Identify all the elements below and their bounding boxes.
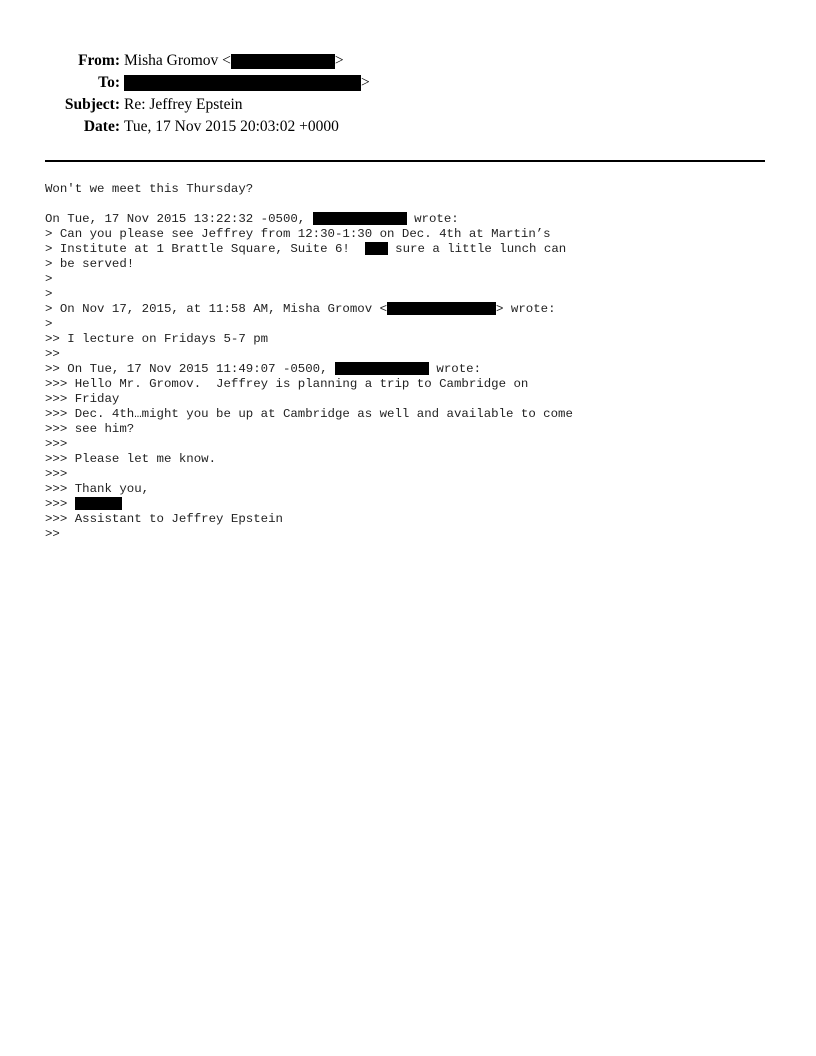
from-name: Misha Gromov < [124,52,231,69]
subject-row [0,96,816,118]
body-line: Won't we meet this Thursday? [45,182,254,196]
body-line: >>> Assistant to Jeffrey Epstein [45,512,283,526]
body-line: >>> [45,467,68,481]
redaction-box [387,302,496,315]
blank-line [45,197,785,212]
body-line: >>> Thank you, [45,482,150,496]
body-text: >> On Tue, 17 Nov 2015 11:49:07 -0500, [45,362,335,376]
from-value [124,52,344,70]
body-text: wrote: [429,362,482,376]
body-line: >>> Hello Mr. Gromov. Jeffrey is planning a trip to Cambridge on [45,377,529,391]
body-text: >>> [45,497,75,511]
body-text: > wrote: [496,302,556,316]
body-line: > Can you please see Jeffrey from 12:30-1:30 on Dec. 4th at Martin’s [45,227,551,241]
body-line: > [45,287,53,301]
body-line: > [45,317,53,331]
from-row [0,52,816,74]
date-row [0,118,816,140]
to-value [124,74,370,92]
redaction-box [335,362,429,375]
body-line: >> I lecture on Fridays 5-7 pm [45,332,269,346]
body-line [45,302,785,317]
redaction-box [231,54,335,69]
body-line [45,242,785,257]
redaction-box [124,75,361,91]
subject-value: Re: Jeffrey Epstein [124,96,243,113]
body-line [45,497,785,512]
subject-label: Subject: [64,96,120,113]
body-line: >>> [45,437,68,451]
from-close: > [334,52,344,69]
body-line: > [45,272,53,286]
to-label: To: [98,74,120,91]
body-text: > Institute at 1 Brattle Square, Suite 6! [45,242,365,256]
email-body [45,182,785,542]
body-line [45,212,785,227]
body-line: >>> see him? [45,422,135,436]
from-label: From: [78,52,120,69]
body-line: >> [45,527,60,541]
header-divider [45,160,765,162]
body-text: On Tue, 17 Nov 2015 13:22:32 -0500, [45,212,313,226]
to-row [0,74,816,96]
redaction-box [365,242,388,255]
body-line: >>> Dec. 4th…might you be up at Cambridge as well and available to come [45,407,573,421]
body-text: > On Nov 17, 2015, at 11:58 AM, Misha Gromov < [45,302,388,316]
body-line: > be served! [45,257,135,271]
body-line: >>> Friday [45,392,120,406]
date-label: Date: [83,118,120,135]
body-line: >>> Please let me know. [45,452,217,466]
body-text: sure a little lunch can [387,242,567,256]
body-text: wrote: [406,212,459,226]
body-line: >> [45,347,60,361]
to-close: > [361,74,370,91]
email-header [0,52,816,140]
date-value: Tue, 17 Nov 2015 20:03:02 +0000 [124,118,339,135]
redaction-box [313,212,407,225]
body-line [45,362,785,377]
redaction-box [75,497,122,510]
